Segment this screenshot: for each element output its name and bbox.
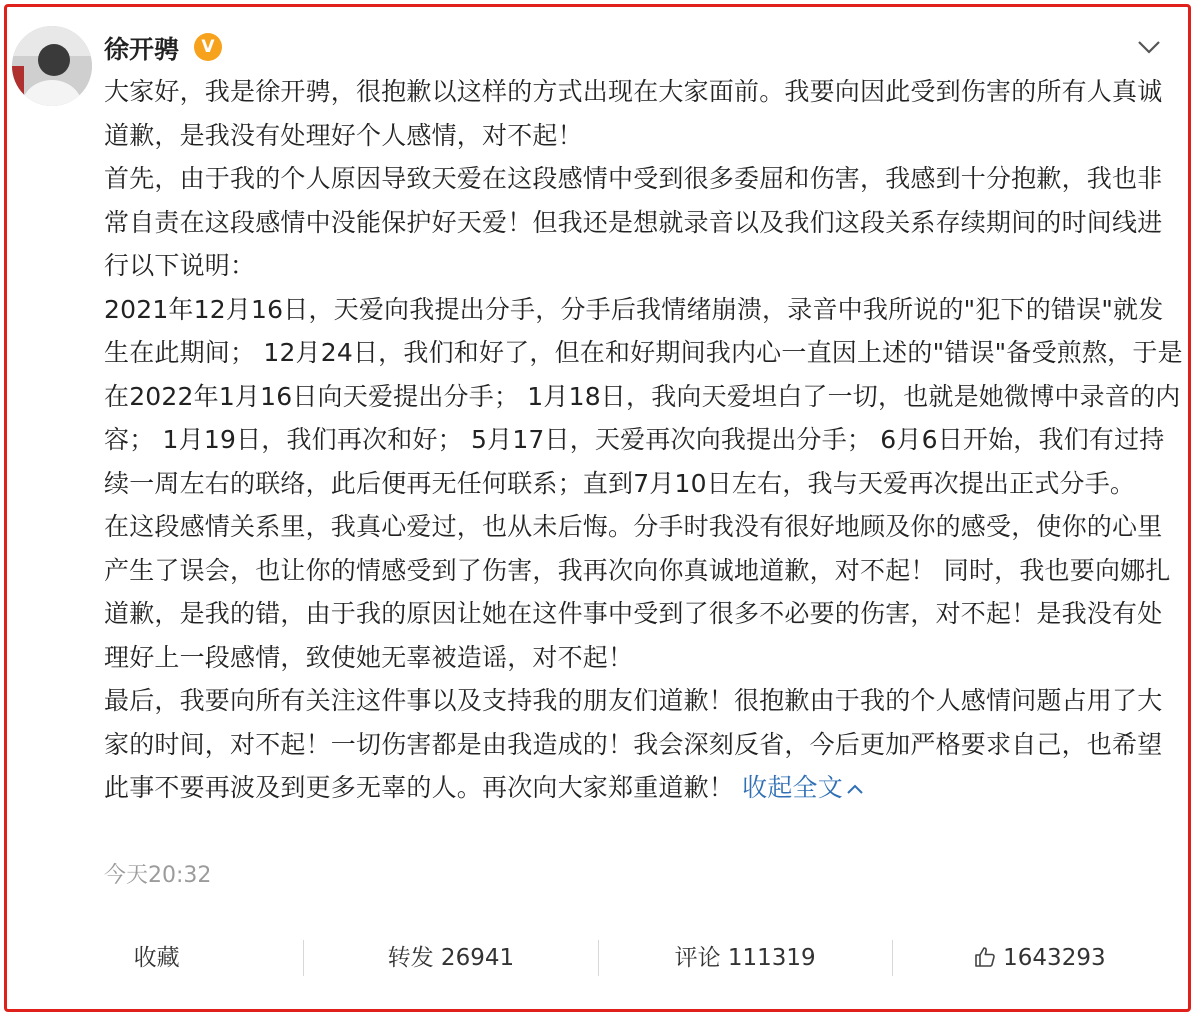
- verified-badge-icon: V: [194, 33, 222, 61]
- post-paragraph: 2021年12月16日，天爱向我提出分手，分手后我情绪崩溃，录音中我所说的"犯下的错误"就发生在此期间； 12月24日，我们和好了，但在和好期间我内心一直因上述的"错误"备受煎熬，于是在2022年1月16日向天爱提出分手； 1月18日，我向天爱坦白了一切，也就是她微博中录音的内容； 1月19日，我们再次和好； 5月17日，天爱再次向我提出分手； 6月6日开始，我们有过持续一周左右的联络，此后便再无任何联系；直到7月10日左右，我与天爱再次提出正式分手。: [104, 294, 1183, 498]
- like-count: 1643293: [1003, 945, 1106, 971]
- post-paragraph-text: 最后，我要向所有关注这件事以及支持我的朋友们道歉！很抱歉由于我的个人感情问题占用了大家的时间，对不起！一切伤害都是由我造成的！我会深刻反省，今后更加严格要求自己，也希望此事不要再波及到更多无辜的人。再次向大家郑重道歉！: [104, 686, 1163, 802]
- collapse-link[interactable]: [742, 773, 865, 802]
- action-bar: [10, 927, 1186, 989]
- thumbs-up-icon: [973, 945, 997, 969]
- post-paragraph: 首先，由于我的个人原因导致天爱在这段感情中受到很多委屈和伤害，我感到十分抱歉，我也非常自责在这段感情中没能保护好天爱！但我还是想就录音以及我们这段关系存续期间的时间线进行以下说明：: [104, 164, 1163, 280]
- chevron-down-icon[interactable]: [1134, 34, 1164, 60]
- post-content: [104, 70, 1184, 810]
- like-button[interactable]: [893, 941, 1186, 975]
- post-paragraph-last: [104, 679, 1184, 810]
- post-timestamp[interactable]: 今天20:32: [104, 863, 212, 888]
- repost-button[interactable]: 转发 26941: [387, 945, 515, 971]
- post-paragraph: 大家好，我是徐开骋，很抱歉以这样的方式出现在大家面前。我要向因此受到伤害的所有人真诚道歉，是我没有处理好个人感情，对不起！: [104, 77, 1163, 150]
- favorite-button[interactable]: 收藏: [133, 945, 180, 971]
- collapse-link-label: 收起全文: [742, 773, 843, 802]
- post-paragraph: 在这段感情关系里，我真心爱过，也从未后悔。分手时我没有很好地顾及你的感受，使你的心里产生了误会，也让你的情感受到了伤害，我再次向你真诚地道歉，对不起！ 同时，我也要向娜扎道歉，是我的错，由于我的原因让她在这件事中受到了很多不必要的伤害，对不起！是我没有处理好上一段感情，致使她无辜被造谣，对不起！: [104, 512, 1171, 672]
- author-name[interactable]: 徐开骋: [104, 35, 180, 64]
- chevron-up-icon: [845, 782, 865, 796]
- comment-button[interactable]: 评论 111319: [674, 945, 816, 971]
- avatar[interactable]: [12, 26, 92, 106]
